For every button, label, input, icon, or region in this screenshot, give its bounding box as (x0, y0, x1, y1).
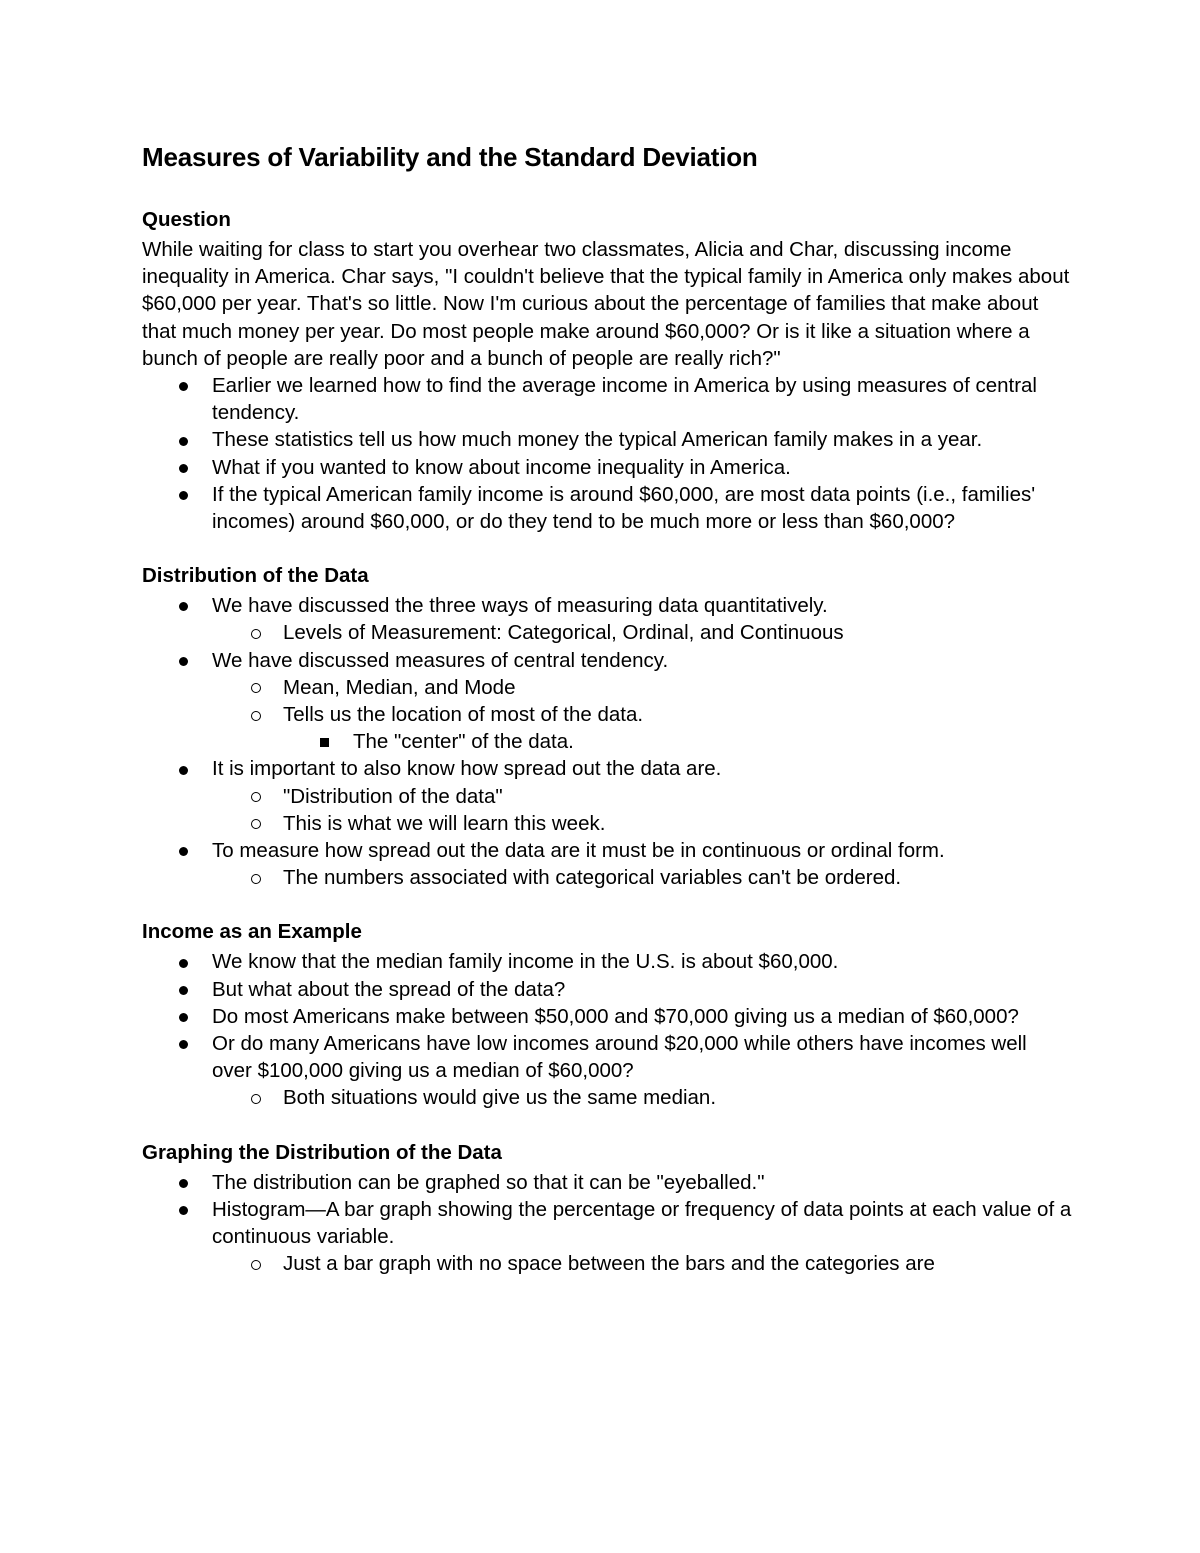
bullet-ring-icon (251, 1084, 261, 1111)
bullet-dot-icon (179, 481, 188, 508)
bullet-list (142, 647, 1072, 674)
section-distribution (142, 563, 1072, 891)
sub-bullet-list (142, 674, 1072, 728)
bullet-list (142, 837, 1072, 864)
bullet-ring-icon (251, 1250, 261, 1277)
sub-sub-bullet-list (142, 728, 1072, 755)
bullet-dot-icon (179, 372, 188, 399)
bullet-ring-icon (251, 864, 261, 891)
list-item: "Distribution of the data" (142, 783, 1072, 810)
document-title: Measures of Variability and the Standard Deviation (142, 142, 758, 172)
list-item: These statistics tell us how much money the typical American family makes in a year. (142, 426, 1072, 453)
question-paragraph: While waiting for class to start you overhear two classmates, Alicia and Char, discussing income inequality in America. Char says, "I couldn't believe that the typical family in America only makes about $60,000 per year. That's so little. Now I'm curious about the percentage of families that make about that much money per year. Do most people make around $60,000? Or is it like a situation where a bunch of people are really poor and a bunch of people are really rich?" (142, 238, 1070, 370)
bullet-square-icon (320, 728, 329, 755)
section-heading: Question (142, 208, 231, 231)
bullet-dot-icon (179, 976, 188, 1003)
sub-bullet-list (142, 1084, 1072, 1111)
bullet-dot-icon (179, 647, 188, 674)
section-income-example (142, 919, 1072, 1111)
list-item: Both situations would give us the same median. (142, 1084, 1072, 1111)
list-item: The "center" of the data. (142, 728, 1072, 755)
bullet-ring-icon (251, 783, 261, 810)
list-item: If the typical American family income is around $60,000, are most data points (i.e., families' incomes) around $60,000, or do they tend to be much more or less than $60,000? (142, 481, 1072, 535)
section-question (142, 207, 1072, 535)
section-heading: Graphing the Distribution of the Data (142, 1140, 502, 1164)
list-item: Earlier we learned how to find the average income in America by using measures of central tendency. (142, 372, 1072, 426)
bullet-dot-icon (179, 755, 188, 782)
bullet-dot-icon (179, 1030, 188, 1057)
list-item: Tells us the location of most of the data. (142, 701, 1072, 728)
sub-bullet-list (142, 1250, 1072, 1277)
bullet-list (142, 372, 1072, 535)
bullet-dot-icon (179, 426, 188, 453)
list-item: The numbers associated with categorical variables can't be ordered. (142, 864, 1072, 891)
list-item: Histogram—A bar graph showing the percentage or frequency of data points at each value of a continuous variable. (142, 1196, 1072, 1250)
list-item: We know that the median family income in the U.S. is about $60,000. (142, 948, 1072, 975)
list-item: The distribution can be graphed so that it can be "eyeballed." (142, 1169, 1072, 1196)
section-graphing-distribution (142, 1140, 1072, 1278)
list-item: Or do many Americans have low incomes around $20,000 while others have incomes well over $100,000 giving us a median of $60,000? (142, 1030, 1072, 1084)
list-item: It is important to also know how spread out the data are. (142, 755, 1072, 782)
bullet-dot-icon (179, 1169, 188, 1196)
bullet-list (142, 948, 1072, 1084)
list-item: We have discussed the three ways of measuring data quantitatively. (142, 592, 1072, 619)
list-item: To measure how spread out the data are it must be in continuous or ordinal form. (142, 837, 1072, 864)
sub-bullet-list (142, 864, 1072, 891)
list-item: We have discussed measures of central tendency. (142, 647, 1072, 674)
bullet-list (142, 592, 1072, 619)
list-item: Mean, Median, and Mode (142, 674, 1072, 701)
list-item: Just a bar graph with no space between the bars and the categories are (142, 1250, 1072, 1277)
list-item: This is what we will learn this week. (142, 810, 1072, 837)
document-body (142, 141, 1072, 1278)
bullet-dot-icon (179, 592, 188, 619)
bullet-list (142, 1169, 1072, 1251)
bullet-ring-icon (251, 810, 261, 837)
section-heading: Income as an Example (142, 920, 362, 944)
list-item: Do most Americans make between $50,000 and $70,000 giving us a median of $60,000? (142, 1003, 1072, 1030)
bullet-ring-icon (251, 701, 261, 728)
bullet-dot-icon (179, 1196, 188, 1223)
sub-bullet-list (142, 619, 1072, 646)
bullet-dot-icon (179, 837, 188, 864)
bullet-dot-icon (179, 948, 188, 975)
bullet-ring-icon (251, 619, 261, 646)
sub-bullet-list (142, 783, 1072, 837)
list-item: But what about the spread of the data? (142, 976, 1072, 1003)
bullet-list (142, 755, 1072, 782)
bullet-dot-icon (179, 454, 188, 481)
bullet-dot-icon (179, 1003, 188, 1030)
section-heading: Distribution of the Data (142, 564, 369, 588)
list-item: What if you wanted to know about income inequality in America. (142, 454, 1072, 481)
bullet-ring-icon (251, 674, 261, 701)
list-item: Levels of Measurement: Categorical, Ordinal, and Continuous (142, 619, 1072, 646)
